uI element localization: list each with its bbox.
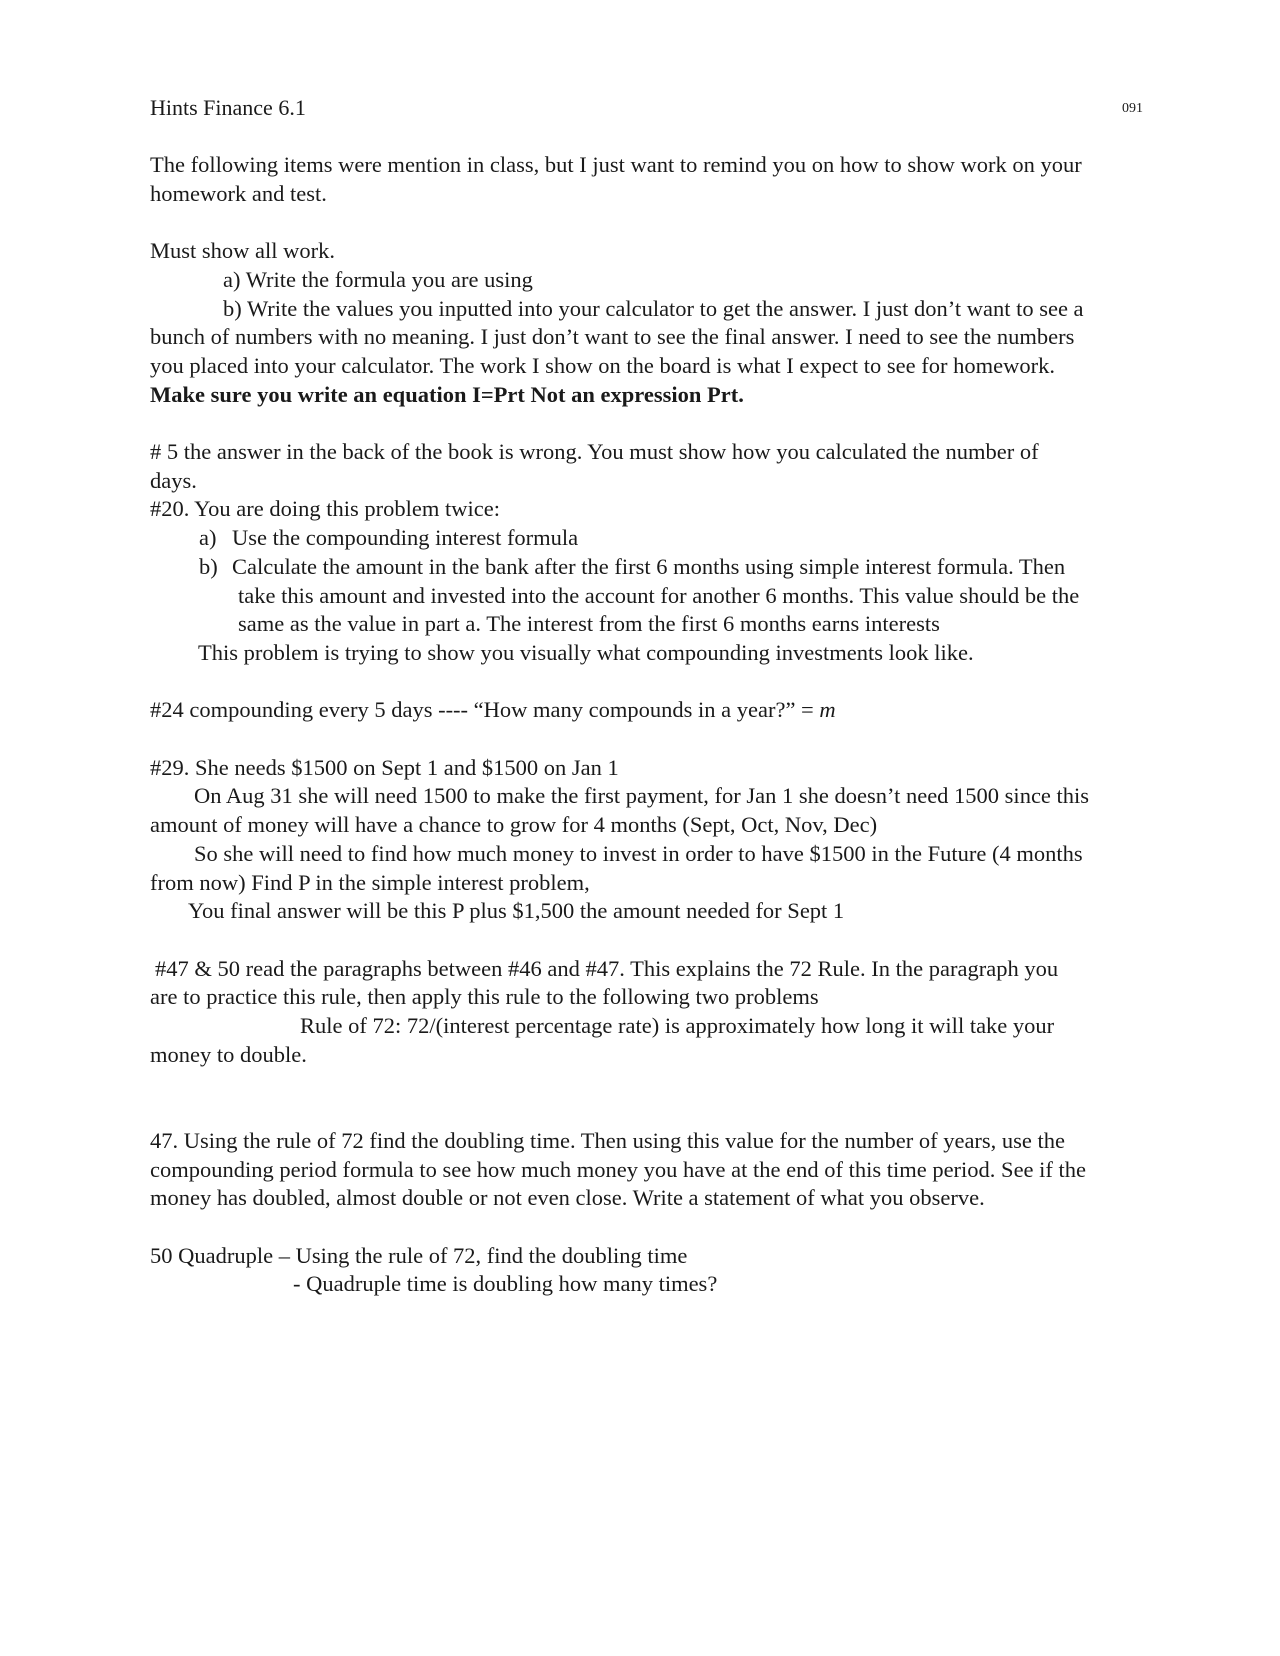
problem-29-section [150,754,1210,926]
list-marker: a) [199,525,217,551]
problem-29-heading: #29. She needs $1500 on Sept 1 and $1500 on Jan 1 [150,754,619,780]
page-number: 091 [1122,101,1143,116]
must-show-item-b-line: bunch of numbers with no meaning. I just don’t want to see the final answer. I need to see the numbers [150,324,1075,350]
problem-20-item-b-line: take this amount and invested into the account for another 6 months. This value should be the [238,582,1080,608]
problem-20-item-a [150,524,1210,553]
intro-line: homework and test. [150,180,327,206]
problem-5-section [150,438,1210,495]
rule-of-72-line: money to double. [150,1041,307,1067]
problem-50-line: - Quadruple time is doubling how many times? [293,1271,718,1297]
document-title: Hints Finance 6.1 [150,95,306,120]
problem-50-line: 50 Quadruple – Using the rule of 72, find the doubling time [150,1242,688,1268]
problem-20-section [150,495,1210,667]
problem-20-item-b-line: same as the value in part a. The interest from the first 6 months earns interests [238,611,940,637]
problem-20-item-b [150,553,1210,639]
problem-47-line: 47. Using the rule of 72 find the doubling time. Then using this value for the number of years, use the [150,1127,1066,1153]
problem-47-line: money has doubled, almost double or not even close. Write a statement of what you observe. [150,1185,985,1211]
problem-5-line: days. [150,467,197,493]
problem-47-50-line: #47 & 50 read the paragraphs between #46 and #47. This explains the 72 Rule. In the paragraph you [155,955,1059,981]
problem-24-text: #24 compounding every 5 days ---- “How many compounds in a year?” = [150,697,820,723]
problem-29-line: On Aug 31 she will need 1500 to make the first payment, for Jan 1 she doesn’t need 1500 since this [194,783,1090,809]
must-show-section [150,237,1210,409]
problem-29-line: So she will need to find how much money to invest in order to have $1500 in the Future (4 months [194,840,1083,866]
problem-24-section [150,696,1210,725]
problem-20-item-a-text: Use the compounding interest formula [232,525,579,551]
problem-24-variable: m [819,697,836,723]
problem-29-line: from now) Find P in the simple interest problem, [150,869,590,895]
list-marker: b) [199,553,218,579]
problem-20-note: This problem is trying to show you visually what compounding investments look like. [198,639,974,665]
problem-47-section [150,1127,1210,1213]
must-show-item-a: a) Write the formula you are using [223,266,533,292]
problem-47-line: compounding period formula to see how much money you have at the end of this time period. See if the [150,1156,1087,1182]
problem-20-item-b-line: Calculate the amount in the bank after the first 6 months using simple interest formula. Then [232,553,1066,579]
problem-50-section [150,1242,1210,1299]
must-show-item-b-line: b) Write the values you inputted into your calculator to get the answer. I just don’t want to see a [223,295,1084,321]
must-show-item-b-line: you placed into your calculator. The work I show on the board is what I expect to see for homework. [150,352,1055,378]
problem-47-50-line: are to practice this rule, then apply this rule to the following two problems [150,984,819,1010]
equation-reminder: Make sure you write an equation I=Prt Not an expression Prt. [150,381,744,407]
problem-29-line: amount of money will have a chance to grow for 4 months (Sept, Oct, Nov, Dec) [150,812,878,838]
intro-line: The following items were mention in class, but I just want to remind you on how to show work on your [150,152,1082,177]
must-show-heading: Must show all work. [150,238,335,264]
problem-47-50-section [150,955,1210,1070]
rule-of-72-line: Rule of 72: 72/(interest percentage rate) is approximately how long it will take your [300,1013,1055,1039]
document-body [150,151,1210,1299]
problem-24-line [150,696,1210,725]
problem-5-line: # 5 the answer in the back of the book is wrong. You must show how you calculated the number of [150,439,1039,464]
intro-paragraph [150,151,1210,208]
problem-20-heading: #20. You are doing this problem twice: [150,496,500,522]
problem-29-line: You final answer will be this P plus $1,500 the amount needed for Sept 1 [188,898,845,924]
